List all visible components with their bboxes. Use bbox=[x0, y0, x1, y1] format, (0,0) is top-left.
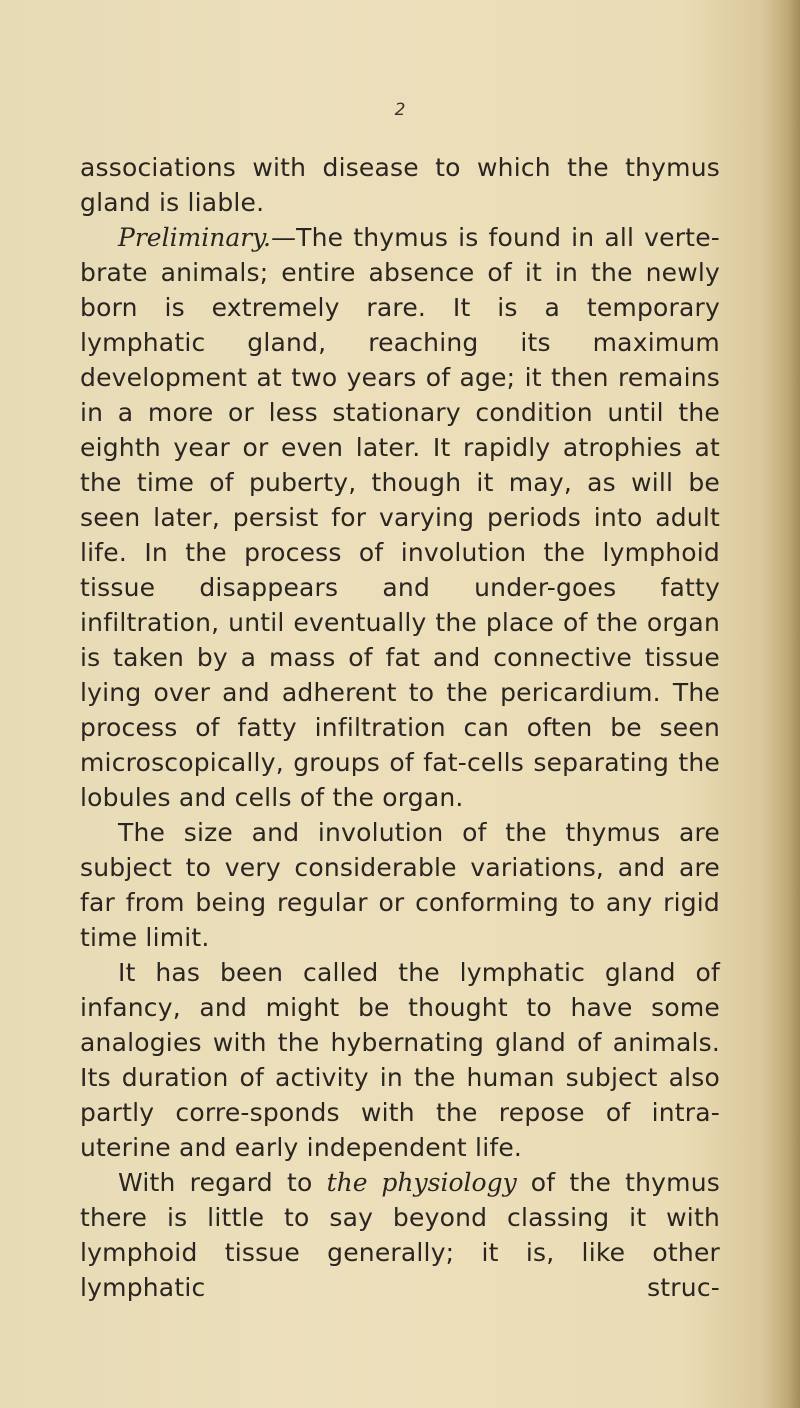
paragraph-associations: associations with disease to which the thymus gland is liable. bbox=[80, 153, 720, 217]
page-number: 2 bbox=[394, 100, 406, 120]
body-text bbox=[80, 150, 720, 1305]
paragraph-physiology-before: With regard to bbox=[118, 1168, 327, 1197]
paragraph-size-involution: The size and involution of the thymus are subject to very considerable variations, and are far from being regular or conforming to any rigid time limit. bbox=[80, 818, 720, 952]
emphasis-the-physiology: the physiology bbox=[326, 1168, 517, 1197]
section-heading-preliminary: Preliminary. bbox=[118, 223, 271, 252]
paragraph-lymphatic-gland-infancy: It has been called the lymphatic gland of infancy, and might be thought to have some analogies with the hybernating gland of animals. Its duration of activity in the human subject also partly corre-sponds with the repose of intra-uterine and early independent life. bbox=[80, 958, 720, 1162]
paragraph-preliminary-text: —The thymus is found in all verte-brate animals; entire absence of it in the newly born is extremely rare. It is a temporary lymphatic gland, reaching its maximum development at two years of age; it then remains in a more or less stationary condition until the eighth year or even later. It rapidly atrophies at the time of puberty, though it may, as will be seen later, persist for varying periods into adult life. In the process of involution the lymphoid tissue disappears and under-goes fatty infiltration, until eventually the place of the organ is taken by a mass of fat and connective tissue lying over and adherent to the pericardium. The process of fatty infiltration can often be seen microscopically, groups of fat-cells separating the lobules and cells of the organ. bbox=[80, 223, 720, 812]
paragraph-preliminary bbox=[80, 220, 720, 815]
paragraph-physiology-after: of the thymus there is little to say beyond classing it with lymphoid tissue generally; it is, like other lymphatic struc- bbox=[80, 1168, 720, 1302]
paragraph-physiology bbox=[80, 1165, 720, 1305]
page-edge-shadow bbox=[760, 0, 800, 1408]
